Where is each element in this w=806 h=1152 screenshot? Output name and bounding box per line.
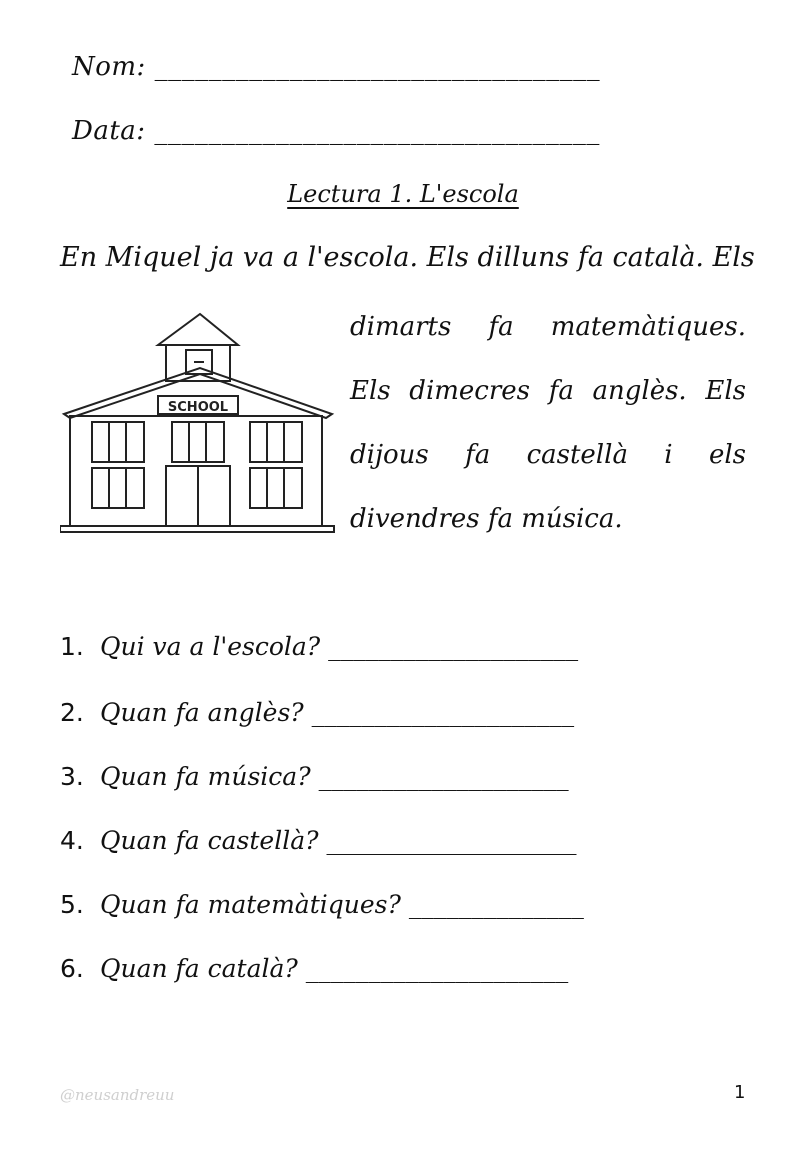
reading-line-2: dimarts fa matemàtiques. [350,312,746,342]
question-row[interactable] [60,632,578,661]
answer-blank-line: ______________ [408,890,584,919]
date-label: Data: [72,116,146,146]
date-blank-line: _________________________________ [154,116,600,146]
question-row[interactable] [60,762,569,791]
answer-blank-line: ____________________ [318,762,569,791]
question-row[interactable] [60,826,576,855]
answer-blank-line: _____________________ [311,698,575,727]
page-number: 1 [734,1082,746,1103]
question-row[interactable] [60,954,568,983]
question-number: 3. [60,762,84,791]
question-text: Quan fa música? [100,762,311,791]
author-watermark: @neusandreuu [60,1086,175,1104]
answer-blank-line: _____________________ [305,954,569,983]
question-text: Quan fa matemàtiques? [100,890,401,919]
reading-line-1: En Miquel ja va a l'escola. Els dilluns fa català. Els [60,242,755,273]
question-text: Quan fa castellà? [100,826,319,855]
name-field[interactable] [72,52,600,82]
reading-line-3: Els dimecres fa anglès. Els [350,376,746,406]
school-sign-text: SCHOOL [167,400,229,415]
reading-line-4: dijous fa castellà i els [350,440,746,470]
school-building-image [60,310,336,538]
question-number: 4. [60,826,84,855]
name-label: Nom: [72,52,146,82]
date-field[interactable] [72,116,600,146]
question-text: Quan fa català? [100,954,298,983]
question-row[interactable] [60,890,584,919]
question-number: 1. [60,632,84,661]
question-number: 6. [60,954,84,983]
reading-line-5: divendres fa música. [350,504,623,534]
name-blank-line: _________________________________ [154,52,601,82]
question-number: 5. [60,890,84,919]
answer-blank-line: ____________________ [326,826,577,855]
question-text: Qui va a l'escola? [100,632,321,661]
answer-blank-line: ____________________ [328,632,579,661]
question-text: Quan fa anglès? [100,698,304,727]
reading-title: Lectura 1. L'escola [287,180,519,208]
question-number: 2. [60,698,84,727]
question-row[interactable] [60,698,574,727]
